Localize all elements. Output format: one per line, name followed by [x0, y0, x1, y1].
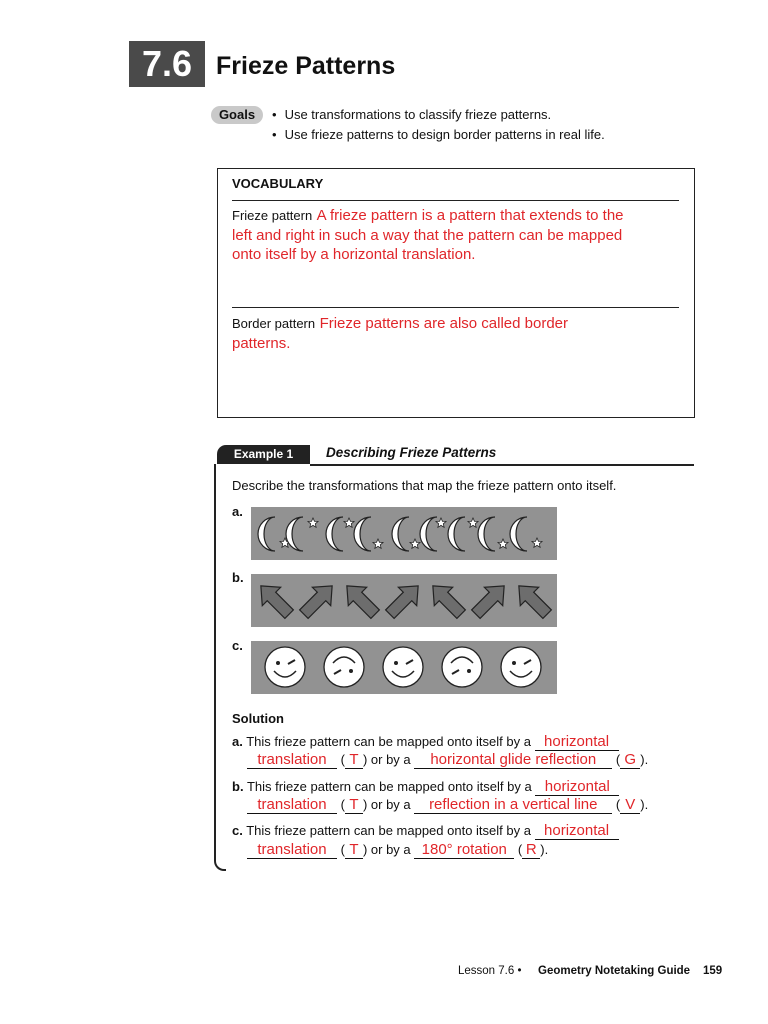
vocab-definition: left and right in such a way that the pattern can be mapped [232, 226, 623, 244]
solution-text: This frieze pattern can be mapped onto itself by a [246, 734, 531, 749]
answer-code: G [620, 751, 640, 769]
answer-code: T [345, 841, 363, 859]
example-title: Describing Frieze Patterns [326, 445, 497, 460]
solution-text: or by a [370, 797, 411, 812]
footer-lesson [458, 965, 522, 977]
example-prompt: Describe the transformations that map the frieze pattern onto itself. [232, 478, 617, 493]
solution-text: This frieze pattern can be mapped onto itself by a [246, 823, 531, 838]
pattern-label: b. [232, 570, 244, 585]
footer-book-title: Geometry Notetaking Guide [538, 965, 691, 977]
pattern-label: c. [232, 638, 243, 653]
vocab-definition: patterns. [232, 334, 291, 352]
answer-code: V [620, 796, 640, 814]
answer-blank: horizontal [535, 733, 619, 751]
vocabulary-heading: VOCABULARY [232, 176, 324, 191]
solution-line [232, 733, 619, 751]
goals-badge: Goals [211, 106, 263, 124]
moons-and-stars-icon [251, 507, 557, 560]
answer-blank: translation [247, 841, 337, 859]
page-title: Frieze Patterns [216, 52, 396, 80]
footer-bullet: • [517, 965, 522, 977]
solution-heading: Solution [232, 711, 284, 726]
example-tab: Example 1 [217, 445, 310, 464]
example-bracket [214, 464, 226, 871]
solution-text: This frieze pattern can be mapped onto itself by a [246, 779, 532, 794]
solution-text: or by a [370, 842, 411, 857]
solution-label: a. [232, 734, 243, 749]
smiley-faces-icon [251, 641, 557, 694]
answer-blank: horizontal [535, 778, 619, 796]
vocab-entry [232, 206, 682, 265]
frieze-strip-moons [251, 507, 557, 560]
solution-line: translation ( T ) or by a horizontal glide reflection ( G ). [247, 751, 648, 769]
solution-line: translation ( T ) or by a reflection in a vertical line ( V ). [247, 796, 648, 814]
divider [232, 200, 679, 201]
answer-code: T [345, 751, 363, 769]
solution-text: or by a [370, 752, 411, 767]
solution-line [232, 822, 619, 840]
answer-blank: reflection in a vertical line [414, 796, 612, 814]
pattern-label: a. [232, 504, 243, 519]
page-number: 159 [703, 965, 723, 977]
frieze-strip-faces [251, 641, 557, 694]
vocab-entry [232, 314, 682, 353]
answer-code: T [345, 796, 363, 814]
goal-item: • Use frieze patterns to design border patterns in real life. [272, 127, 605, 142]
vocab-definition: Frieze patterns are also called border [319, 315, 569, 332]
vocab-definition: A frieze pattern is a pattern that extends to the [316, 207, 624, 224]
solution-line: translation ( T ) or by a 180° rotation ( R ). [247, 841, 548, 859]
divider [232, 307, 679, 308]
divider [310, 464, 694, 466]
solution-line [232, 778, 619, 796]
vocab-definition: onto itself by a horizontal translation. [232, 246, 476, 263]
solution-label: b. [232, 779, 244, 794]
goal-item: • Use transformations to classify frieze patterns. [272, 107, 551, 122]
answer-blank: horizontal glide reflection [414, 751, 612, 769]
arrows-icon [251, 574, 557, 627]
footer-lesson-text: Lesson 7.6 [458, 965, 515, 977]
section-number: 7.6 [129, 41, 205, 87]
answer-blank: translation [247, 751, 337, 769]
vocab-term: Frieze pattern [232, 208, 313, 223]
answer-blank: translation [247, 796, 337, 814]
vocab-term: Border pattern [232, 316, 316, 331]
frieze-strip-arrows [251, 574, 557, 627]
answer-blank: horizontal [535, 822, 619, 840]
answer-code: R [522, 841, 540, 859]
answer-blank: 180° rotation [414, 841, 514, 859]
solution-label: c. [232, 823, 243, 838]
